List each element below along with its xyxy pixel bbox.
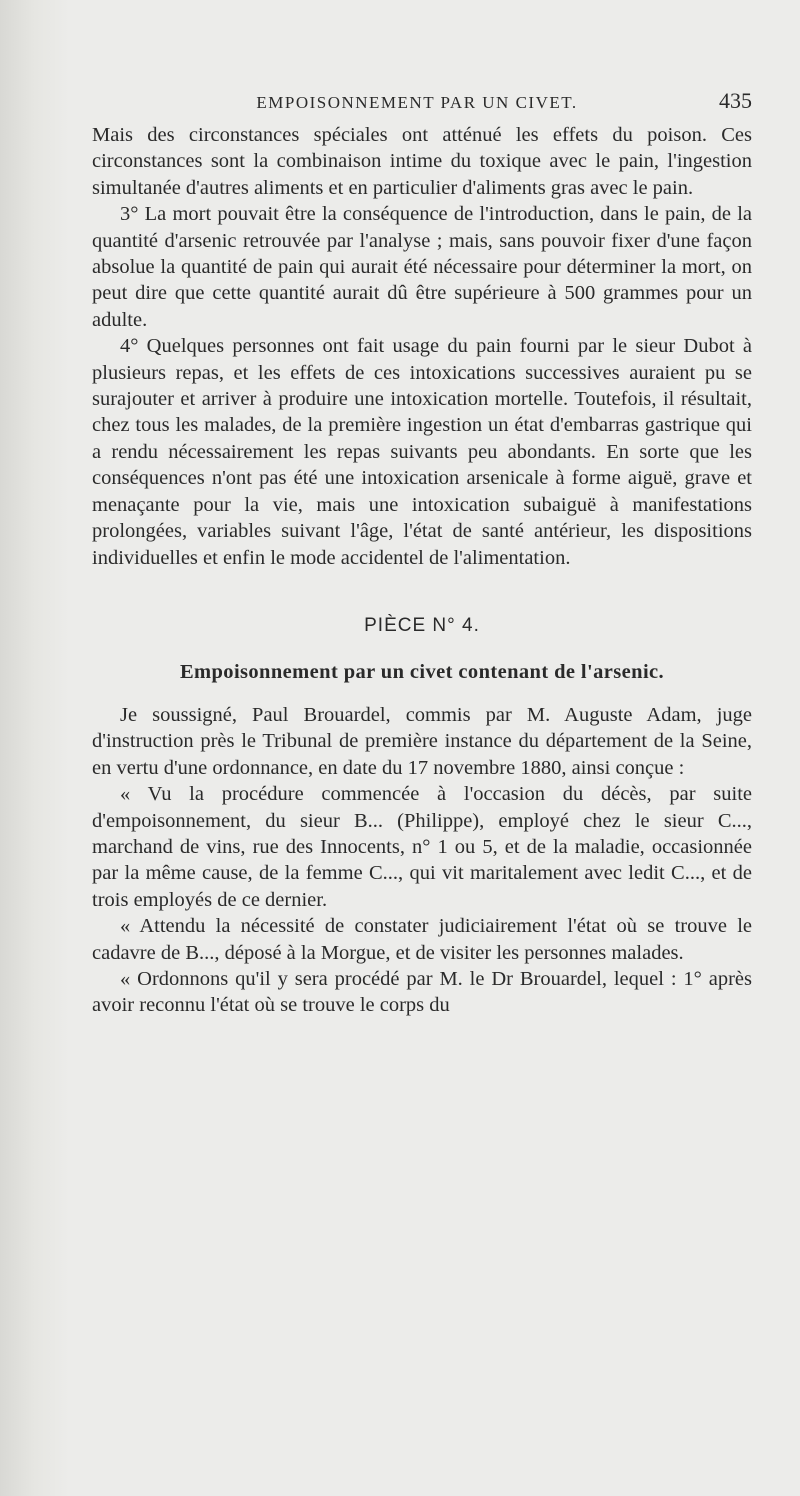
- scan-edge-shadow: [0, 0, 70, 1496]
- page-number: 435: [719, 88, 752, 113]
- paragraph-point-4: 4° Quelques personnes ont fait usage du pain fourni par le sieur Dubot à plusieurs repas, et les effets de ces intoxications successives auraient pu se surajouter et arriver à produire une intoxication mortelle. Toutefois, il résultait, chez tous les malades, de la première ingestion un état d'embarras gastrique qui a rendu nécessairement les repas suivants peu abondants. En sorte que les conséquences n'ont pas été une intoxication arsenicale à forme aiguë, grave et menaçante pour la vie, mais une intoxication subaiguë à manifestations prolongées, variables suivant l'âge, l'état de santé antérieur, les dispositions individuelles et enfin le mode accidentel de l'alimentation.: [92, 335, 752, 569]
- paragraph-attendu: « Attendu la nécessité de constater judiciairement l'état où se trouve le cadavre de B..., déposé à la Morgue, et de visiter les personnes malades.: [92, 915, 752, 964]
- paragraph-ordonnons: « Ordonnons qu'il y sera procédé par M. le Dr Brouardel, lequel : 1° après avoir reconnu l'état où se trouve le corps du: [92, 967, 752, 1017]
- book-page: [92, 88, 752, 1019]
- paragraph-circonstances: Mais des circonstances spéciales ont atténué les effets du poison. Ces circonstances sont la combinaison intime du toxique avec le pain, l'ingestion simultanée d'autres aliments et en particulier d'aliments gras avec le pain.: [92, 124, 752, 199]
- piece-heading: PIÈCE N° 4.: [364, 614, 480, 636]
- section-title: Empoisonnement par un civet contenant de l'arsenic.: [179, 660, 665, 683]
- paragraph-vu-la-procedure: « Vu la procédure commencée à l'occasion du décès, par suite d'empoisonnement, du sieur B... (Philippe), employé chez le sieur C..., marchand de vins, rue des Innocents, n° 1 ou 5, et de la maladie, occasionnée par la même cause, de la femme C..., qui vit maritalement avec ledit C..., et de trois employés de ce dernier.: [92, 783, 752, 911]
- running-title: EMPOISONNEMENT PAR UN CIVET.: [256, 93, 578, 112]
- paragraph-point-3: 3° La mort pouvait être la conséquence de l'introduction, dans le pain, de la quantité d'arsenic retrouvée par l'analyse ; mais, sans pouvoir fixer d'une façon absolue la quantité de pain qui aurait été nécessaire pour déterminer la mort, on peut dire que cette quantité aurait dû être supérieure à 500 grammes pour un adulte.: [92, 203, 752, 331]
- paragraph-soussigne: Je soussigné, Paul Brouardel, commis par M. Auguste Adam, juge d'instruction près le Tribunal de première instance du département de la Seine, en vertu d'une ordonnance, en date du 17 novembre 1880, ainsi conçue :: [92, 703, 752, 779]
- section-spacer: [92, 571, 752, 615]
- running-header: [92, 88, 752, 118]
